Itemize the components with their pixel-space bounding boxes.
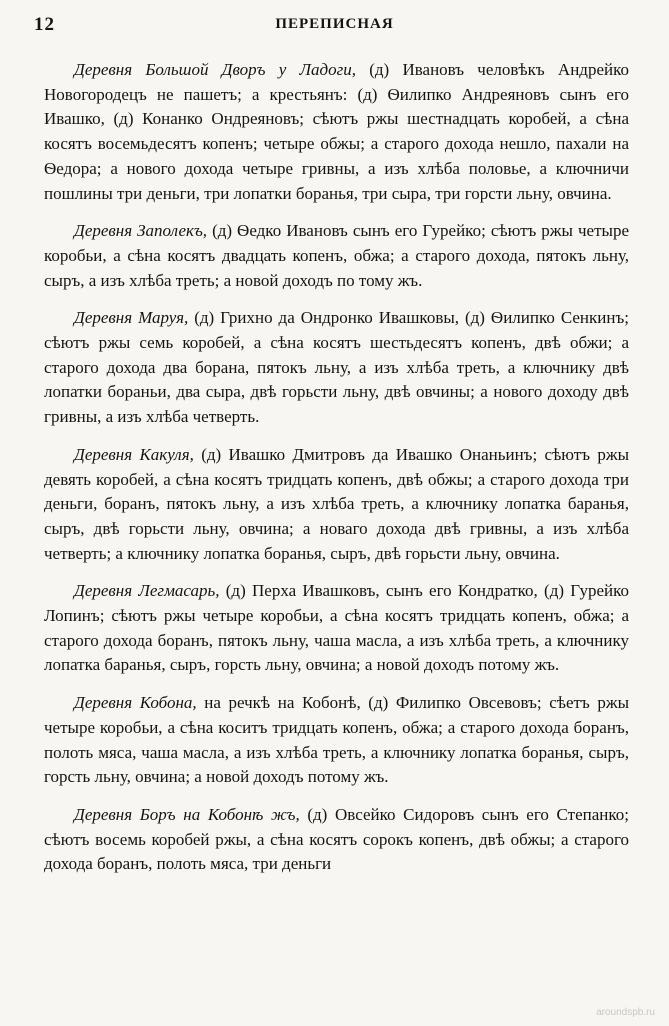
entry-bor-na-kobone xyxy=(44,803,629,877)
place-name: Деревня Маруя, xyxy=(74,308,189,328)
entry-text: (д) Перха Ивашковъ, сынъ его Кондратко, (д) Гурейко Лопинъ; сѣютъ ржы четыре коробьи, а сѣна косятъ тридцать копенъ, обжа; а старого дохода боранъ, пятокъ льну, чаша масла, а изъ хлѣба треть, а ключнику лопатка баранья, сыръ, горсть льну, овчина; а новой доходъ потому жъ. xyxy=(44,581,629,675)
entry-text: (д) Овсейко Сидоровъ сынъ его Степанко; сѣютъ восемь коробей ржы, а сѣна косятъ сорокъ копенъ, двѣ обжы; а старого дохода боранъ, полоть мяса, три деньги xyxy=(44,804,629,874)
page-number: 12 xyxy=(34,14,55,35)
place-name: Деревня Большой Дворъ у Ладоги, xyxy=(74,60,356,79)
watermark: aroundspb.ru xyxy=(596,1007,655,1018)
place-name: Деревня Легмасарь, xyxy=(74,581,220,601)
entry-zapolek xyxy=(44,219,629,293)
running-head xyxy=(34,14,635,40)
entry-bolshoy-dvor xyxy=(44,58,629,206)
entry-legmasar xyxy=(44,579,629,678)
entry-text: (д) Ивашко Дмитровъ да Ивашко Онаньинъ; сѣютъ ржы девять коробей, а сѣна косятъ тридцать копенъ, двѣ обжы; а старого дохода три деньги, боранъ, пятокъ льну, а изъ хлѣба треть, а ключнику лопатка баранья, сыръ, двѣ горьсти льну, овчина; а новаго дохода двѣ гривны, а изъ хлѣба четверть; а ключнику лопатка боранья, сыръ, двѣ горьсти льну, овчина. xyxy=(44,444,629,563)
place-name: Деревня Какуля, xyxy=(74,444,194,464)
entry-kakulya xyxy=(44,443,629,567)
running-title: ПЕРЕПИСНАЯ xyxy=(275,16,394,32)
entry-text: на речкѣ на Кобонѣ, (д) Филипко Овсевовъ; сѣетъ ржы четыре коробьи, а сѣна коситъ тридцать копенъ, обжа; а старого дохода боранъ, полоть мяса, чаша масла, а изъ хлѣба треть, а ключнику лопатка боранья, сыръ, горсть льну, овчина; а новой доходъ потому жъ. xyxy=(44,693,629,787)
entry-maruya xyxy=(44,306,629,430)
entry-text: (д) Грихно да Ондронко Ивашковы, (д) Ѳилипко Сенкинъ; сѣютъ ржы семь коробей, а сѣна косятъ шестьдесятъ копенъ, двѣ обжи; а старого дохода два борана, пятокъ льну, а изъ хлѣба треть, а ключнику двѣ лопатки бораньи, два сыра, двѣ горьсти льну, двѣ овчины; а нового доходу двѣ гривны, а изъ хлѣба четверть. xyxy=(44,308,629,427)
place-name: Деревня Кобона, xyxy=(74,693,197,713)
place-name: Деревня Боръ на Кобонѣ жъ, xyxy=(74,804,300,824)
entry-text: (д) Ѳедко Ивановъ сынъ его Гурейко; сѣютъ ржы четыре коробьи, а сѣна косятъ двадцать копенъ, обжа; а старого дохода, пятокъ льну, сыръ, а изъ хлѣба треть; а новой доходъ по тому жъ. xyxy=(44,221,629,290)
place-name: Деревня Заполекъ, xyxy=(74,221,208,241)
body-text xyxy=(44,58,629,890)
entry-kobona xyxy=(44,691,629,790)
entry-text: (д) Ивановъ человѣкъ Андрейко Новогородецъ не пашетъ; а крестьянъ: (д) Ѳилипко Андреяновъ сынъ его Ивашко, (д) Конанко Ондреяновъ; сѣютъ ржы шестнадцать коробей, а сѣна косятъ восемьдесятъ копенъ; четыре обжы; а старого дохода нешло, пахали на Ѳедора; а нового дохода четыре гривны, а изъ хлѣба половье, а ключничи пошлины три деньги, три лопатки боранья, три сыра, три горсти льну, овчина. xyxy=(44,60,629,203)
